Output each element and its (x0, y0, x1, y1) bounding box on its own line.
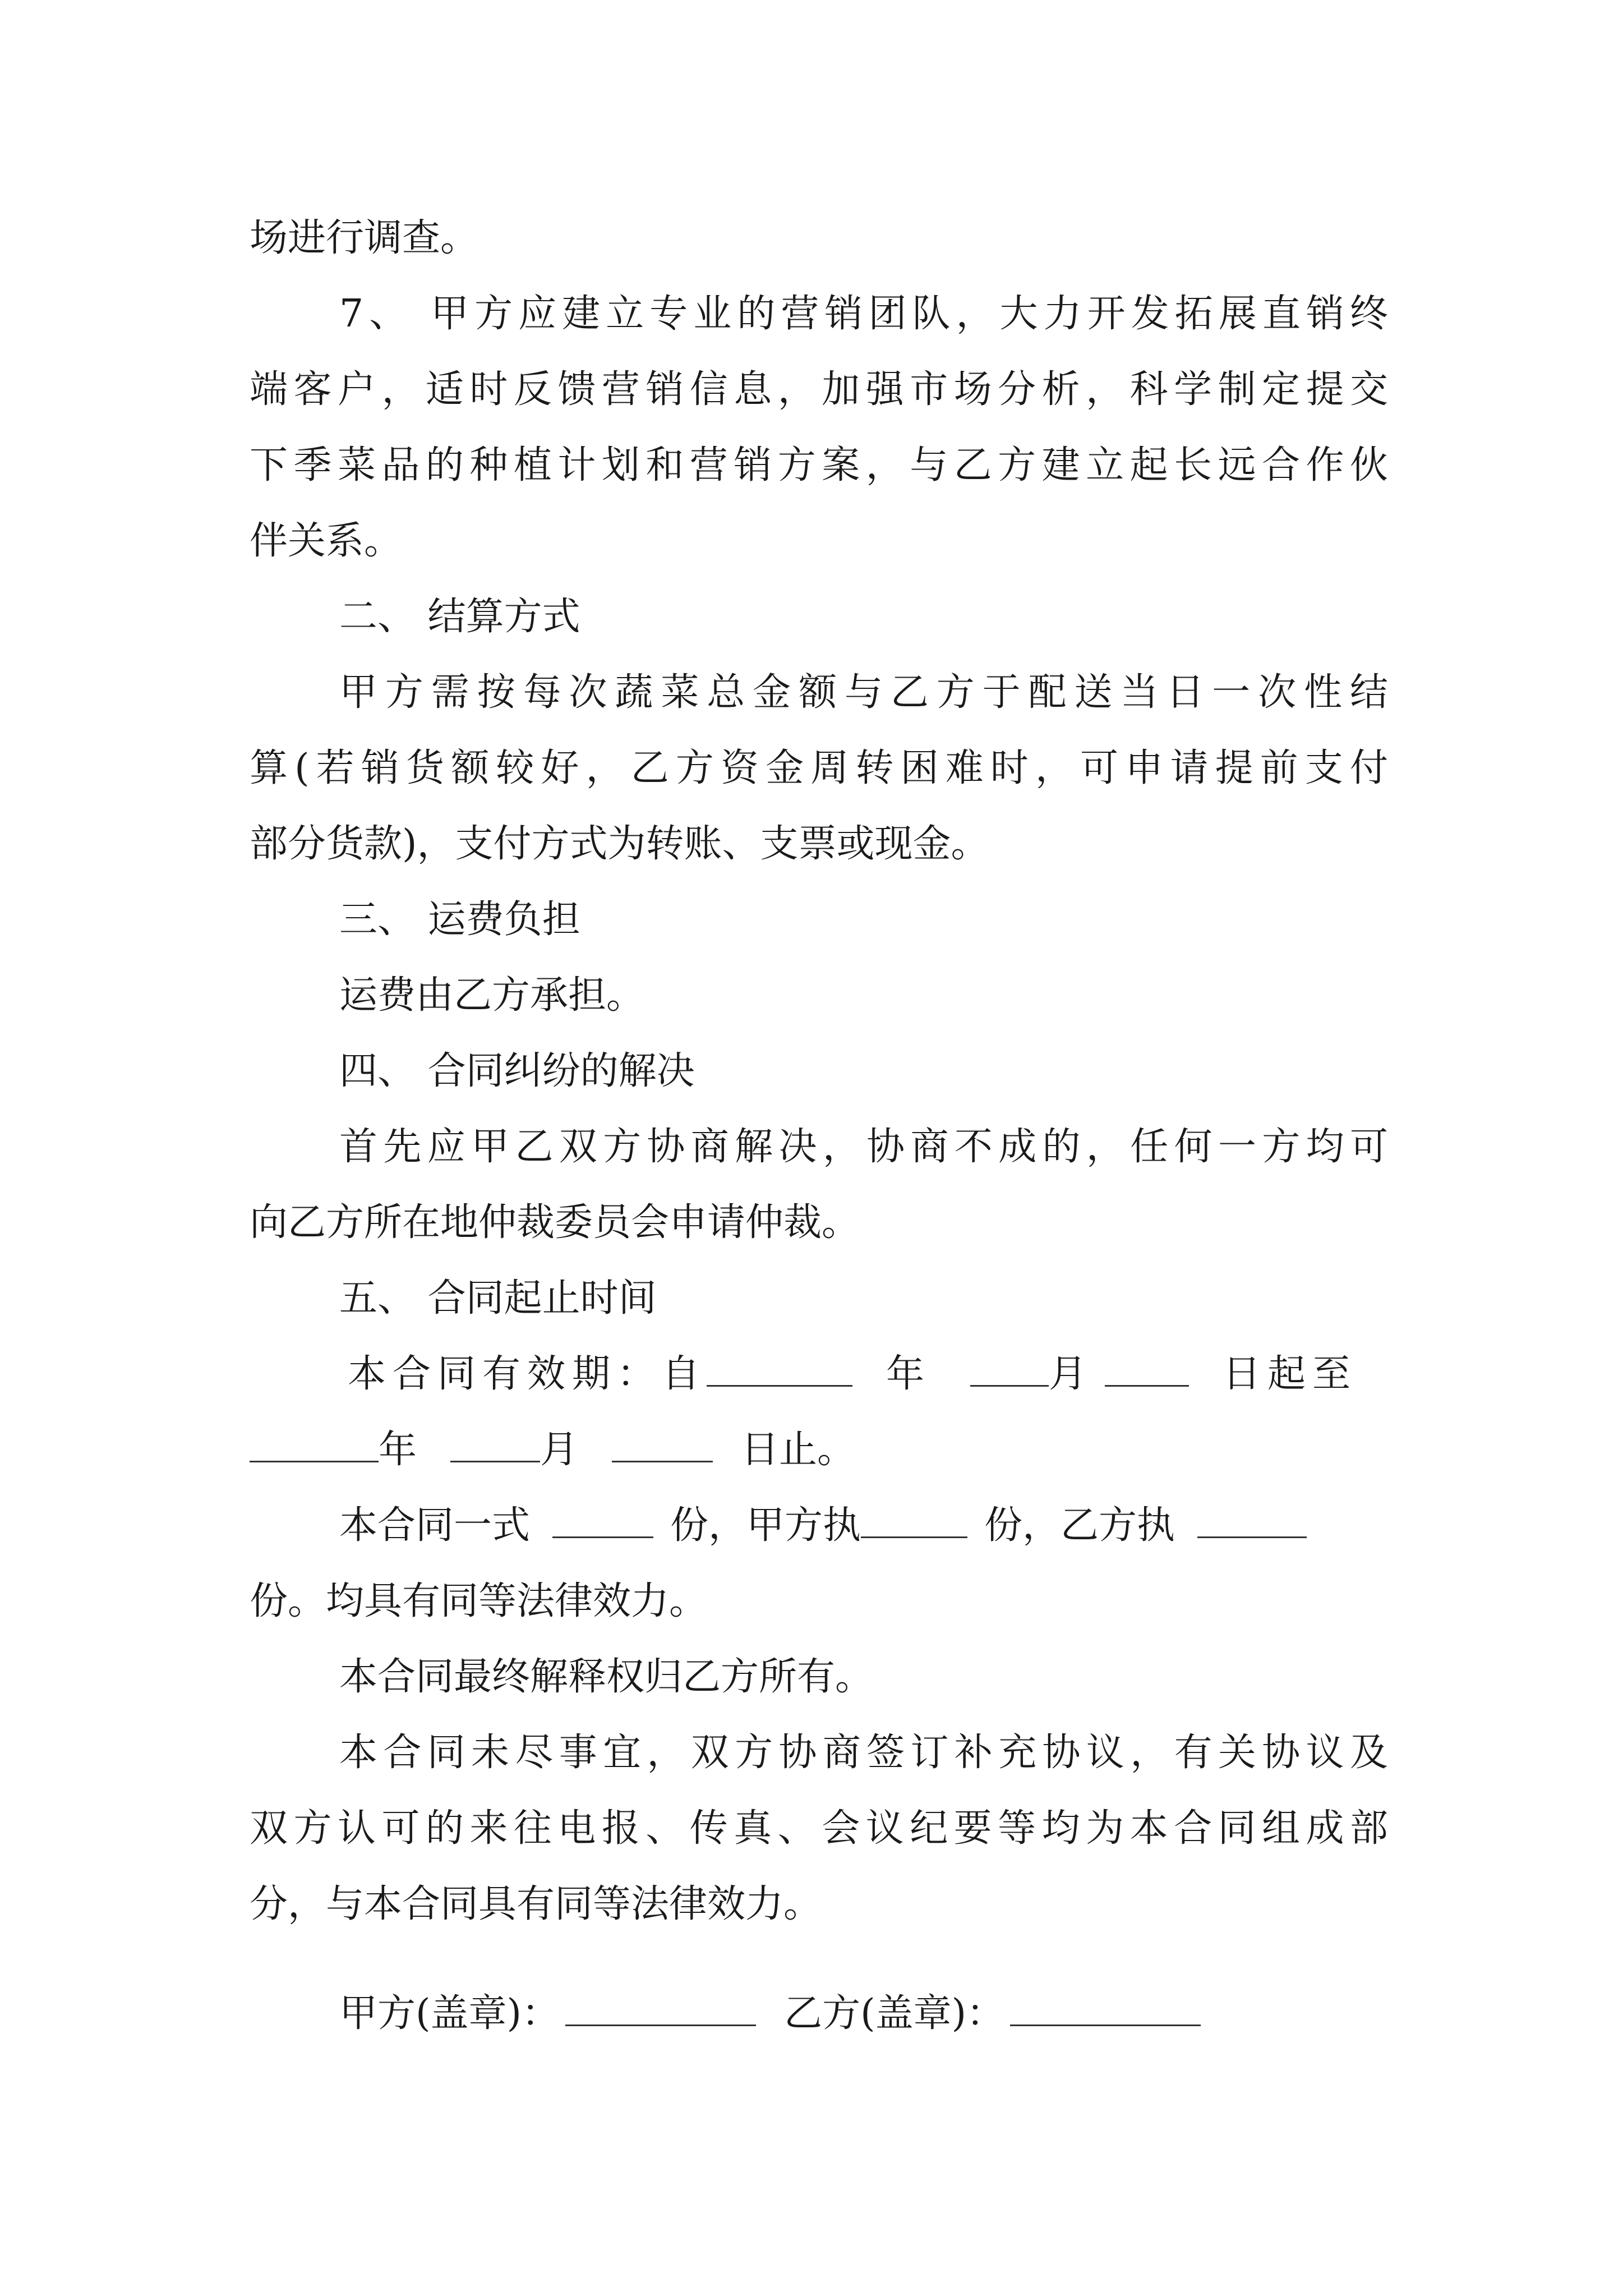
text-line: 算(若销货额较好，乙方资金周转困难时，可申请提前支付 (250, 746, 1388, 790)
year2-label: 年 (379, 1428, 417, 1472)
day-start-label: 日起至 (1223, 1352, 1358, 1396)
text-line: 运费由乙方承担。 (339, 973, 645, 1018)
start-year-blank[interactable] (707, 1354, 852, 1387)
day-end-label: 日止。 (741, 1428, 856, 1472)
text-line: 本合同最终解释权归乙方所有。 (339, 1655, 874, 1699)
party-a-seal-label: 甲方(盖章)： (339, 1991, 560, 2036)
party-b-copies-blank[interactable] (1197, 1505, 1307, 1538)
party-a-copies-blank[interactable] (861, 1505, 967, 1538)
section-heading: 五、 合同起止时间 (339, 1276, 657, 1320)
validity-prefix: 本合同有效期：自 (348, 1352, 707, 1396)
copies-part1: 本合同一式 (339, 1503, 531, 1548)
text-line: 部分货款)，支付方式为转账、支票或现金。 (250, 822, 989, 866)
year-label: 年 (886, 1352, 932, 1396)
end-day-blank[interactable] (612, 1429, 713, 1462)
end-year-blank[interactable] (250, 1429, 379, 1462)
total-copies-blank[interactable] (552, 1505, 653, 1538)
copies-part2: 份，甲方执 (670, 1503, 861, 1548)
text-line: 下季菜品的种植计划和营销方案，与乙方建立起长远合作伙 (250, 443, 1388, 487)
copies-line (339, 1498, 1388, 1554)
signature-line (339, 1986, 1405, 2042)
text-line: 首先应甲乙双方协商解决，协商不成的，任何一方均可 (339, 1125, 1388, 1169)
section-heading: 三、 运费负担 (339, 898, 580, 942)
validity-line-end (250, 1422, 1388, 1478)
party-a-seal-blank[interactable] (565, 1993, 756, 2026)
validity-line (348, 1346, 1391, 1402)
text-line: 分，与本合同具有同等法律效力。 (250, 1882, 822, 1926)
copies-line-end: 份。均具有同等法律效力。 (250, 1579, 708, 1623)
copies-part3: 份，乙方执 (984, 1503, 1175, 1548)
party-b-seal-label: 乙方(盖章)： (784, 1991, 1005, 2036)
start-month-blank[interactable] (970, 1354, 1049, 1387)
month-label: 月 (1049, 1352, 1094, 1396)
text-line: 向乙方所在地仲裁委员会申请仲裁。 (250, 1200, 860, 1245)
clause-7-line: 7、 甲方应建立专业的营销团队，大力开发拓展直销终 (339, 292, 1388, 336)
text-line: 甲方需按每次蔬菜总金额与乙方于配送当日一次性结 (339, 670, 1388, 715)
start-day-blank[interactable] (1105, 1354, 1189, 1387)
section-heading: 四、 合同纠纷的解决 (339, 1049, 695, 1093)
text-line: 本合同未尽事宜，双方协商签订补充协议，有关协议及 (339, 1731, 1388, 1775)
text-line: 伴关系。 (250, 519, 403, 563)
end-month-blank[interactable] (450, 1429, 540, 1462)
text-line: 双方认可的来往电报、传真、会议纪要等均为本合同组成部 (250, 1806, 1388, 1851)
text-line: 场进行调查。 (250, 216, 479, 260)
party-b-seal-blank[interactable] (1010, 1993, 1201, 2026)
section-heading: 二、 结算方式 (339, 595, 580, 639)
month2-label: 月 (540, 1428, 579, 1472)
text-line: 端客户，适时反馈营销信息，加强市场分析，科学制定提交 (250, 367, 1388, 412)
